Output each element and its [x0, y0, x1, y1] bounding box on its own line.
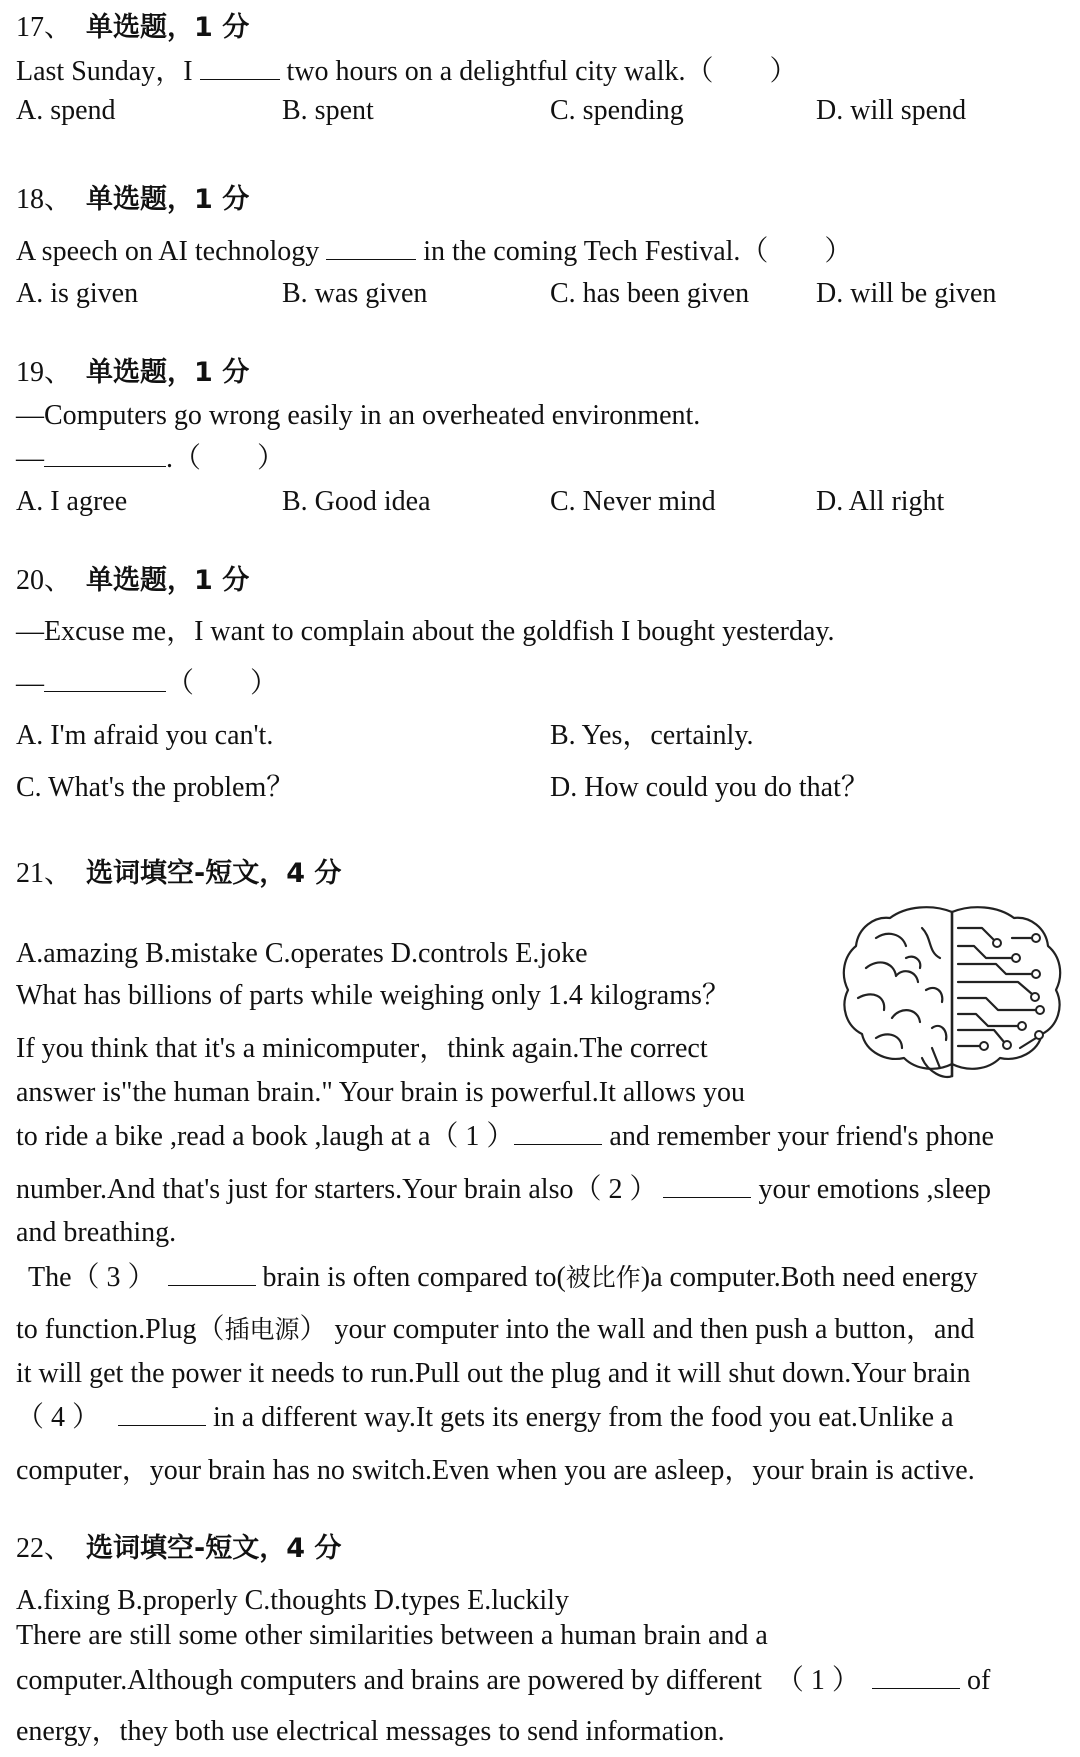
q22-passage-line-1: There are still some other similarities between a human brain and a: [16, 1620, 768, 1651]
q21-passage-line-3: answer is"the human brain." Your brain is powerful.It allows you: [16, 1077, 745, 1108]
q19-header: [16, 357, 249, 389]
q21-blank-1[interactable]: [514, 1122, 602, 1145]
q20-option-a[interactable]: A. I'm afraid you can't.: [16, 720, 274, 751]
q18-stem-end: in the coming Tech Festival.（ ）: [416, 236, 853, 267]
q18-option-b[interactable]: B. was given: [282, 278, 428, 309]
q19-line2: [16, 443, 285, 475]
q17-type: 单选题，1 分: [86, 12, 250, 43]
q18-stem-start: A speech on AI technology: [16, 236, 327, 267]
q17-blank[interactable]: [200, 57, 280, 80]
q20-line2-end: （ ）: [166, 668, 279, 699]
q21-passage-line-9: it will get the power it needs to run.Pull out the plug and it will shut down.Your brain: [16, 1358, 971, 1389]
q20-option-c[interactable]: C. What's the problem？: [16, 772, 295, 803]
q22-header: [16, 1533, 341, 1565]
q22-passage-line-2: computer.Although computers and brains are powered by different （ 1 ） of: [16, 1665, 991, 1696]
q17-option-b[interactable]: B. spent: [282, 95, 374, 126]
q19-option-d[interactable]: D. All right: [816, 486, 945, 517]
q21-blank-3[interactable]: [168, 1263, 256, 1286]
q18-type: 单选题，1 分: [86, 184, 250, 215]
q20-header: [16, 565, 249, 597]
q17-stem: [16, 56, 797, 88]
q21-passage-line-7: The（ 3 ） brain is often compared to(被比作)a computer.Both need energy: [28, 1262, 978, 1293]
q21-passage-line-8: to function.Plug（插电源） your computer into the wall and then push a button，and: [16, 1314, 975, 1345]
q18-header: [16, 184, 249, 216]
q20-blank[interactable]: [44, 669, 166, 692]
q20-number: 20、: [16, 565, 73, 596]
q19-line2-end: .（ ）: [166, 443, 286, 474]
q22-number: 22、: [16, 1533, 73, 1564]
q21-number: 21、: [16, 858, 73, 889]
q19-option-a[interactable]: A. I agree: [16, 486, 128, 517]
q19-number: 19、: [16, 357, 73, 388]
q20-line2: [16, 668, 278, 700]
q19-type: 单选题，1 分: [86, 357, 250, 388]
q18-number: 18、: [16, 184, 73, 215]
q19-blank[interactable]: [44, 444, 166, 467]
q17-stem-end: two hours on a delightful city walk.（ ）: [279, 56, 798, 87]
q17-option-d[interactable]: D. will spend: [816, 95, 967, 126]
brain-circuit-illustration: [836, 898, 1068, 1090]
q21-blank-2[interactable]: [663, 1175, 751, 1198]
q18-option-c[interactable]: C. has been given: [550, 278, 750, 309]
q20-type: 单选题，1 分: [86, 565, 250, 596]
q18-blank[interactable]: [326, 237, 416, 260]
q17-option-a[interactable]: A. spend: [16, 95, 116, 126]
q22-type: 选词填空-短文，4 分: [86, 1533, 342, 1564]
q21-passage-line-1: What has billions of parts while weighing only 1.4 kilograms？: [16, 980, 730, 1011]
q22-word-bank: A.fixing B.properly C.thoughts D.types E.luckily: [16, 1585, 569, 1616]
q21-passage-line-5: number.And that's just for starters.Your brain also（ 2 ） your emotions ,sleep: [16, 1174, 992, 1205]
q17-stem-start: Last Sunday，I: [16, 56, 200, 87]
q21-type: 选词填空-短文，4 分: [86, 858, 342, 889]
q19-dash: —: [16, 443, 44, 474]
q20-dash: —: [16, 668, 44, 699]
q22-blank-1[interactable]: [872, 1666, 960, 1689]
q17-header: [16, 12, 249, 44]
q21-header: [16, 858, 341, 890]
q21-passage-line-11: computer，your brain has no switch.Even when you are asleep，your brain is active.: [16, 1455, 975, 1486]
q21-blank-4[interactable]: [118, 1403, 206, 1426]
q18-option-d[interactable]: D. will be given: [816, 278, 997, 309]
q19-line1: —Computers go wrong easily in an overheated environment.: [16, 400, 701, 431]
q18-option-a[interactable]: A. is given: [16, 278, 139, 309]
q21-passage-line-4: to ride a bike ,read a book ,laugh at a（ 1 ） and remember your friend's phone: [16, 1121, 994, 1152]
q21-passage-line-10: （ 4 ） in a different way.It gets its energy from the food you eat.Unlike a: [16, 1402, 954, 1433]
q17-option-c[interactable]: C. spending: [550, 95, 684, 126]
q19-option-c[interactable]: C. Never mind: [550, 486, 716, 517]
q19-option-b[interactable]: B. Good idea: [282, 486, 431, 517]
q20-option-b[interactable]: B. Yes，certainly.: [550, 720, 754, 751]
q21-passage-line-2: If you think that it's a minicomputer，think again.The correct: [16, 1033, 708, 1064]
q17-number: 17、: [16, 12, 73, 43]
q18-stem: [16, 236, 852, 268]
q21-word-bank: A.amazing B.mistake C.operates D.controls E.joke: [16, 938, 588, 969]
q22-passage-line-3: energy，they both use electrical messages to send information.: [16, 1716, 725, 1747]
q20-option-d[interactable]: D. How could you do that？: [550, 772, 869, 803]
q21-passage-line-6: and breathing.: [16, 1217, 177, 1248]
q20-line1: —Excuse me，I want to complain about the goldfish I bought yesterday.: [16, 616, 835, 647]
